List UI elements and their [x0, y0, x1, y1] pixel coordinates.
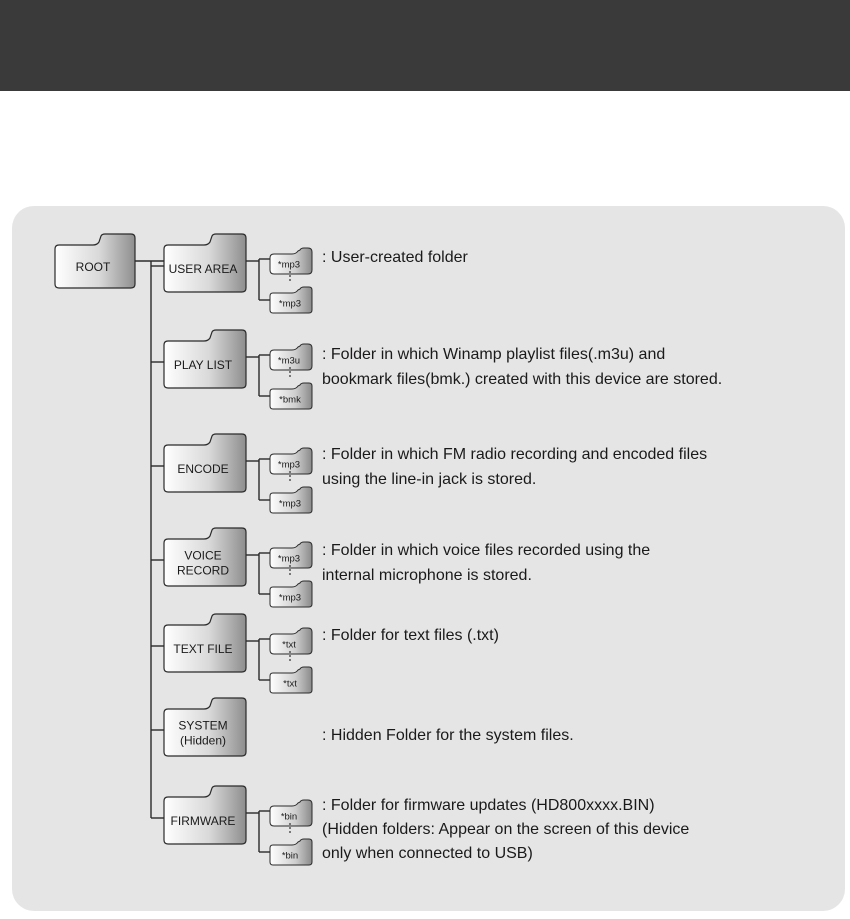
play-list-file-folder-label: *bmk	[279, 394, 301, 406]
encode-description: using the line-in jack is stored.	[322, 471, 537, 488]
ellipsis-dot	[289, 831, 291, 833]
ellipsis-dot	[289, 371, 291, 373]
voice-record-folder-label: VOICE	[184, 548, 222, 563]
ellipsis-dot	[289, 479, 291, 481]
ellipsis-dot	[289, 569, 291, 571]
ellipsis-dot	[289, 823, 291, 825]
user-area-folder	[164, 234, 246, 292]
play-list-folder	[164, 330, 246, 388]
ellipsis-dot	[289, 475, 291, 477]
text-file-file-folder	[270, 628, 312, 654]
encode-file-folder	[270, 448, 312, 474]
system-folder-label: (Hidden)	[179, 733, 227, 748]
user-area-file-folder	[270, 248, 312, 274]
ellipsis-dot	[289, 565, 291, 567]
firmware-file-folder-label: *bin	[281, 850, 299, 862]
encode-file-folder-label: *mp3	[278, 498, 302, 510]
play-list-folder-label: PLAY LIST	[173, 357, 233, 372]
ellipsis-dot	[289, 655, 291, 657]
firmware-folder-label: FIRMWARE	[170, 813, 236, 828]
ellipsis-dot	[289, 659, 291, 661]
user-area-file-folder-label: *mp3	[277, 259, 301, 271]
text-file-file-folder-label: *txt	[283, 678, 297, 690]
text-file-file-folder-label: *txt	[282, 639, 296, 651]
root-folder	[55, 234, 135, 288]
system-folder-label: SYSTEM	[178, 718, 228, 733]
firmware-file-folder	[270, 839, 312, 865]
ellipsis-dot	[289, 471, 291, 473]
text-file-description: : Folder for text files (.txt)	[322, 627, 499, 644]
ellipsis-dot	[289, 573, 291, 575]
ellipsis-dot	[289, 375, 291, 377]
user-area-file-folder	[270, 287, 312, 313]
ellipsis-dot	[289, 271, 291, 273]
play-list-file-folder-label: *m3u	[277, 355, 301, 367]
firmware-folder	[164, 786, 246, 844]
user-area-file-folder-label: *mp3	[278, 298, 302, 310]
encode-description: : Folder in which FM radio recording and encoded files	[322, 446, 708, 463]
play-list-file-folder	[270, 344, 312, 370]
user-area-folder-label: USER AREA	[168, 261, 238, 276]
voice-record-folder	[164, 528, 246, 586]
encode-file-folder	[270, 487, 312, 513]
firmware-file-folder-label: *bin	[280, 811, 298, 823]
system-folder	[164, 698, 246, 756]
play-list-file-folder	[270, 383, 312, 409]
ellipsis-dot	[289, 367, 291, 369]
firmware-file-folder	[270, 800, 312, 826]
play-list-description: bookmark files(bmk.) created with this device are stored.	[322, 371, 723, 388]
system-description: : Hidden Folder for the system files.	[322, 727, 574, 744]
ellipsis-dot	[289, 279, 291, 281]
ellipsis-dot	[289, 275, 291, 277]
user-area-description: : User-created folder	[322, 249, 468, 266]
text-file-file-folder	[270, 667, 312, 693]
play-list-description: : Folder in which Winamp playlist files(.m3u) and	[322, 346, 666, 363]
root-folder-label: ROOT	[75, 260, 111, 274]
voice-record-description: internal microphone is stored.	[322, 567, 532, 584]
voice-record-description: : Folder in which voice files recorded using the	[322, 542, 651, 559]
encode-file-folder-label: *mp3	[277, 459, 301, 471]
text-file-folder-label: TEXT FILE	[173, 641, 233, 656]
encode-folder-label: ENCODE	[177, 461, 229, 476]
text-file-folder	[164, 614, 246, 672]
firmware-description: only when connected to USB)	[322, 845, 533, 862]
firmware-description: (Hidden folders: Appear on the screen of this device	[322, 821, 690, 838]
voice-record-file-folder-label: *mp3	[278, 592, 302, 604]
encode-folder	[164, 434, 246, 492]
voice-record-file-folder	[270, 542, 312, 568]
ellipsis-dot	[289, 827, 291, 829]
ellipsis-dot	[289, 651, 291, 653]
voice-record-file-folder-label: *mp3	[277, 553, 301, 565]
firmware-description: : Folder for firmware updates (HD800xxxx.BIN)	[322, 797, 655, 814]
voice-record-file-folder	[270, 581, 312, 607]
voice-record-folder-label: RECORD	[176, 563, 230, 578]
